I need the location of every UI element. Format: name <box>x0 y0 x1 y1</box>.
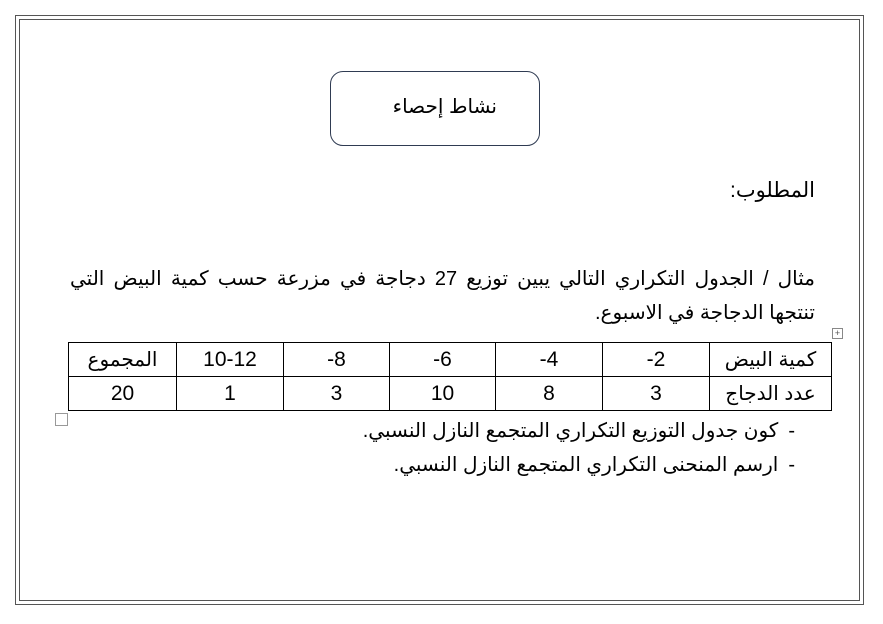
required-heading: المطلوب: <box>729 179 815 202</box>
page-title: نشاط إحصاء <box>392 96 497 118</box>
table-cell: 3 <box>603 377 710 411</box>
list-item <box>363 414 795 448</box>
task-list <box>363 414 795 482</box>
table-cell: 4- <box>496 343 603 377</box>
bullet-dash: - <box>788 420 795 442</box>
table-row <box>69 343 832 377</box>
task-text: كون جدول التوزيع التكراري المتجمع النازل النسبي. <box>362 420 779 442</box>
table-cell: 8 <box>496 377 603 411</box>
table-row <box>69 377 832 411</box>
table-cell: المجموع <box>69 343 177 377</box>
table-cell: 3 <box>284 377 390 411</box>
frequency-table <box>68 342 832 411</box>
move-cross-icon[interactable]: + <box>832 328 843 339</box>
table-cell: 2- <box>603 343 710 377</box>
table-cell: 10 <box>390 377 496 411</box>
list-item <box>363 448 795 482</box>
example-paragraph: مثال / الجدول التكراري التالي يبين توزيع 27 دجاجة في مزرعة حسب كمية البيض التي تنتجها الدجاجة في الاسبوع. <box>70 268 815 324</box>
task-text: ارسم المنحنى التكراري المتجمع النازل النسبي. <box>393 454 779 476</box>
title-box <box>330 71 540 146</box>
table-cell-header: عدد الدجاج <box>710 377 832 411</box>
table-cell: 10-12 <box>177 343 284 377</box>
table-cell: 20 <box>69 377 177 411</box>
bullet-dash: - <box>788 454 795 476</box>
table-cell-header: كمية البيض <box>710 343 832 377</box>
table-cell: 8- <box>284 343 390 377</box>
resize-square-icon[interactable] <box>55 413 68 426</box>
table-cell: 1 <box>177 377 284 411</box>
table-cell: 6- <box>390 343 496 377</box>
